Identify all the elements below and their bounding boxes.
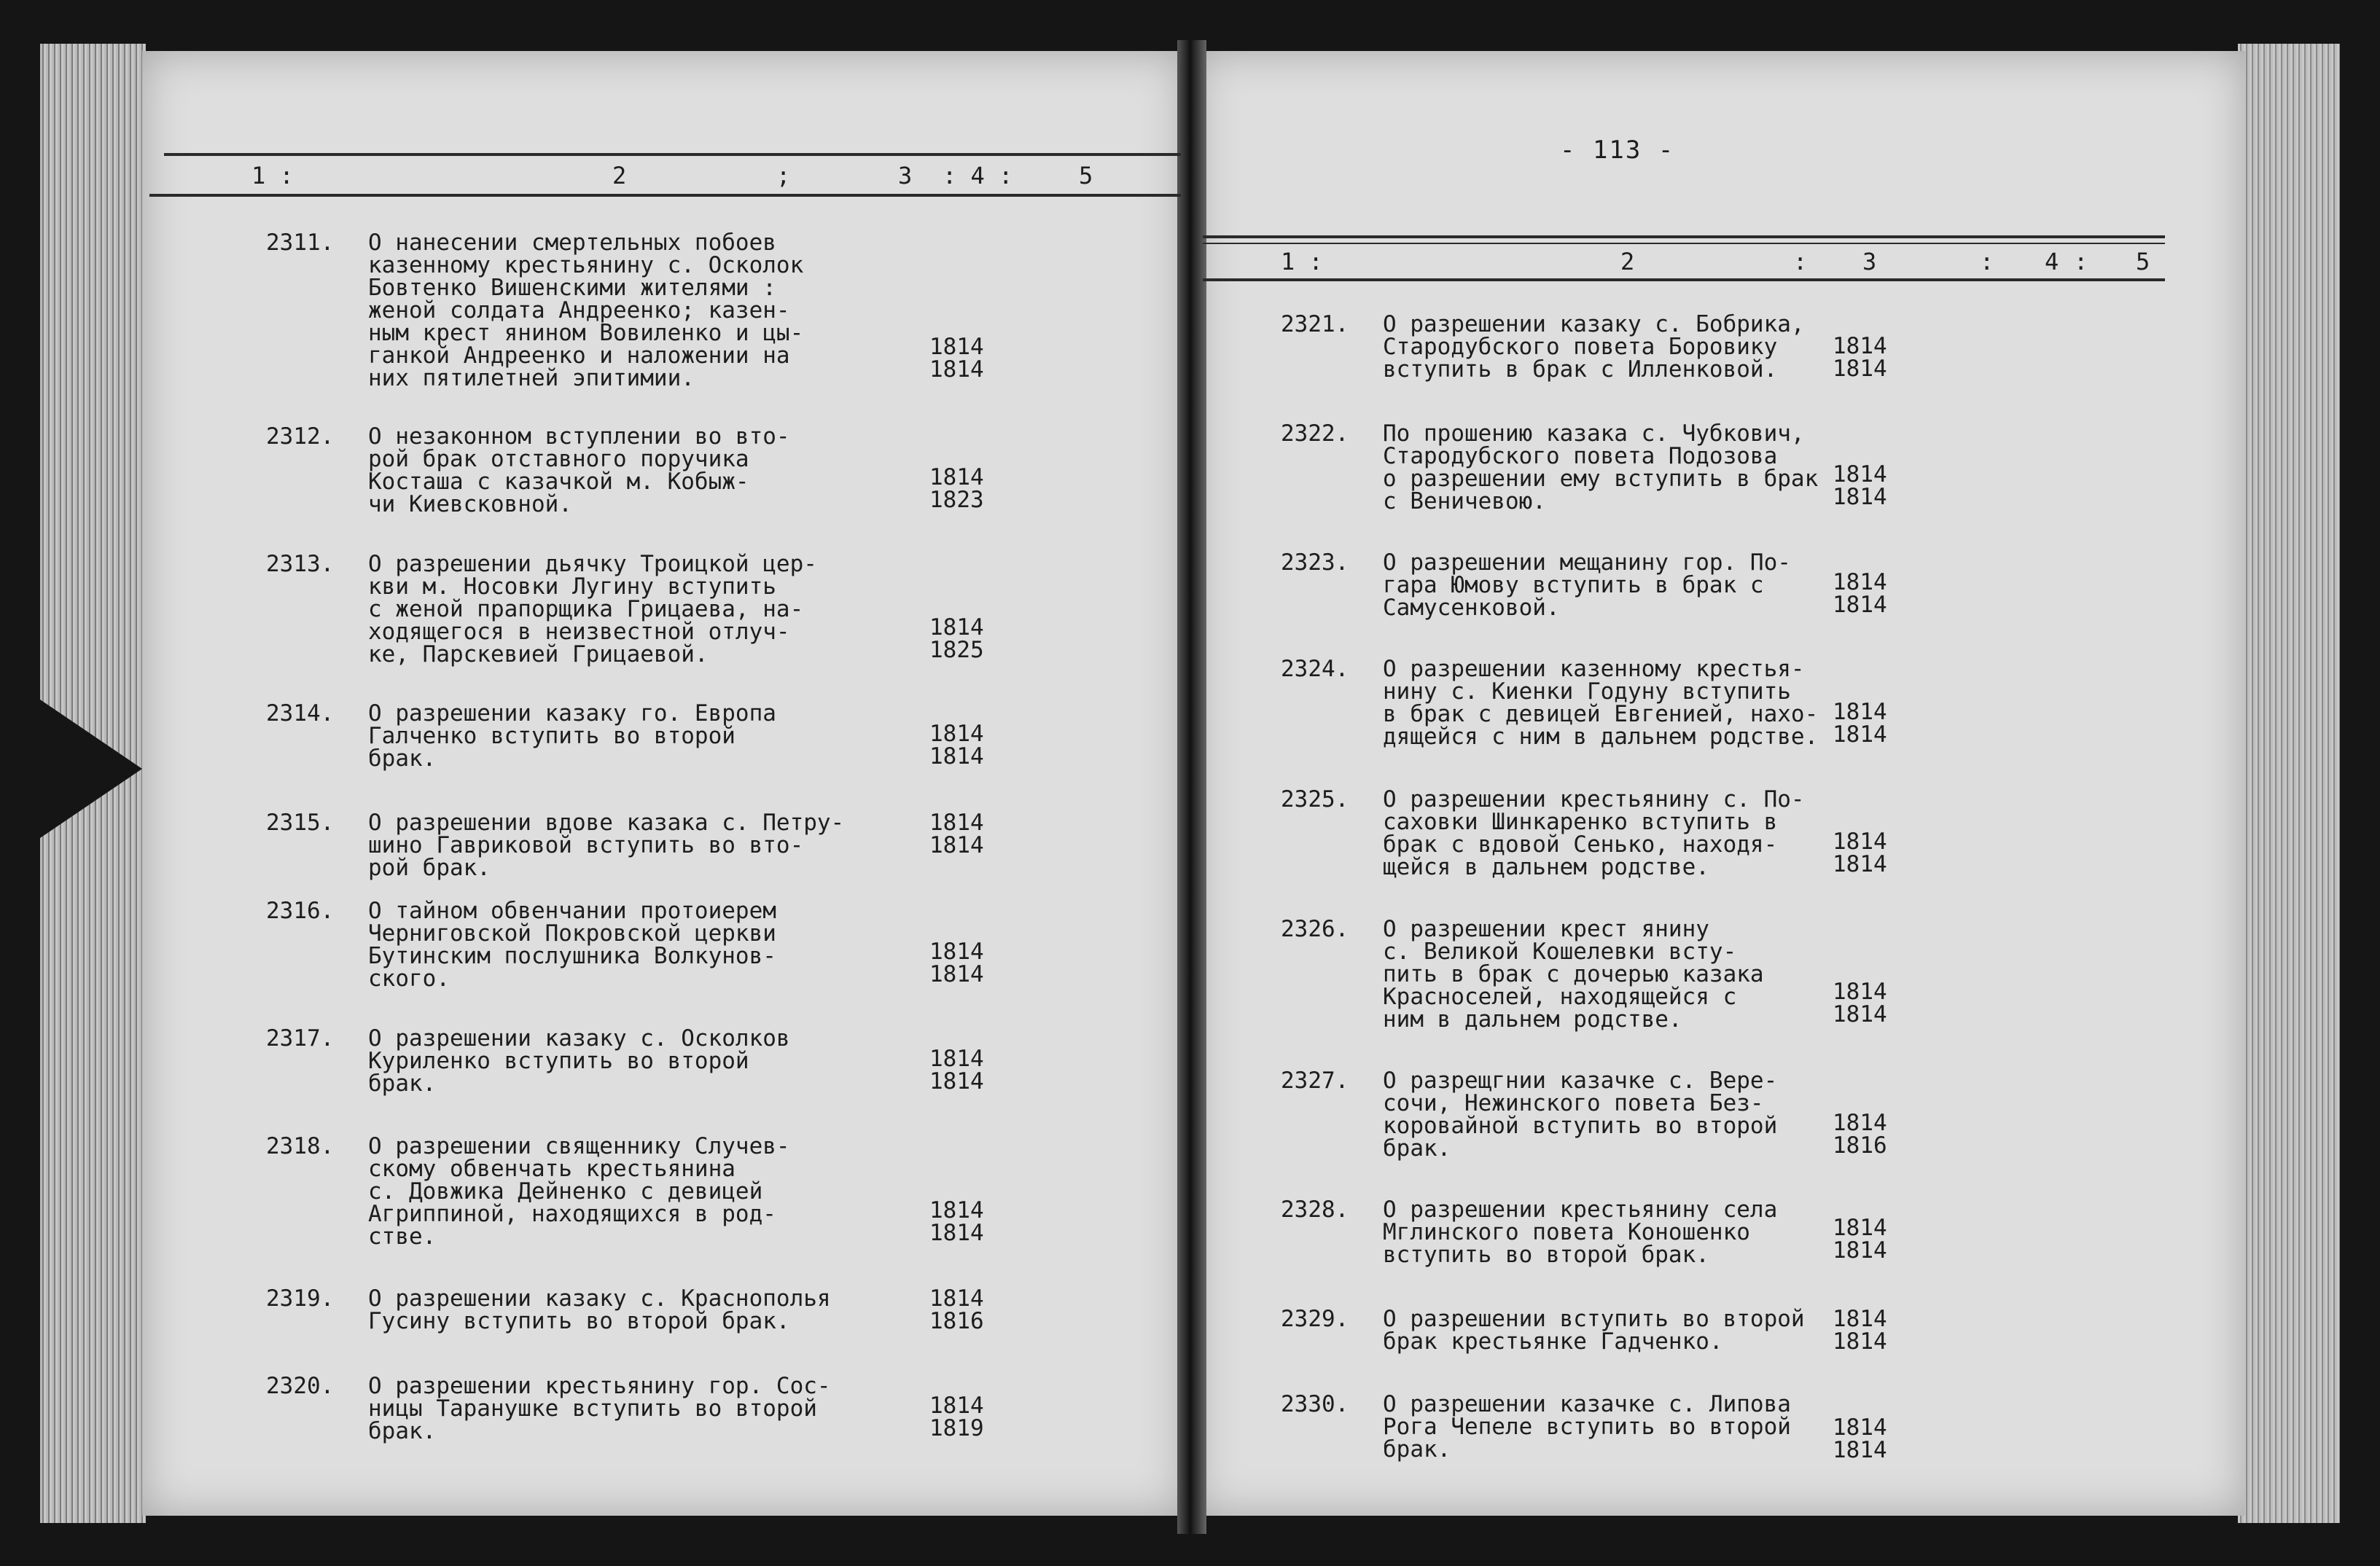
entry-number: 2328. — [1281, 1197, 1349, 1223]
entry-text: О разрешении крестьянину гор. Сос- ницы Таранушке вступить во второй брак. — [368, 1373, 831, 1444]
entry-number: 2326. — [1281, 916, 1349, 942]
entry-years: 1814 1814 — [1833, 829, 1887, 877]
entry-years: 1814 1814 — [1833, 1306, 1887, 1355]
entry-text: По прошению казака с. Чубкович, Стародубского повета Подозова о разрешении ему вступить в брак с Веничевою. — [1383, 420, 1819, 514]
entry-number: 2321. — [1281, 311, 1349, 337]
entry-text: О разрешении казаку с. Бобрика, Стародубского повета Боровику вступить в брак с Илленковой. — [1383, 311, 1805, 383]
right-header-col-2: 2 — [1620, 248, 1635, 275]
entry-text: О разрешении мещанину гор. По- гара Юмову вступить в брак с Самусенковой. — [1383, 549, 1791, 621]
entry-text: О разрешении дьячку Троицкой цер- кви м. Носовки Лугину вступить с женой прапорщика Грицаева, на- ходящегося в неизвестной отлуч- ке, Парскевией Грицаевой. — [368, 551, 817, 667]
right-header-col-1: 1 : — [1281, 248, 1323, 275]
entry-number: 2319. — [266, 1285, 335, 1312]
left-header-col-2-sep: ; — [776, 162, 791, 189]
left-header-rule-bottom — [149, 194, 1181, 197]
left-header-col-2: 2 — [612, 162, 627, 189]
left-header-col-3: 3 — [898, 162, 913, 189]
entry-number: 2315. — [266, 810, 335, 836]
entry-number: 2317. — [266, 1025, 335, 1052]
entry-years: 1814 1814 — [1833, 569, 1887, 618]
right-header-col-4: 4 — [2045, 248, 2059, 275]
entry-number: 2330. — [1281, 1391, 1349, 1417]
entry-number: 2316. — [266, 898, 335, 924]
entry-years: 1814 1814 — [1833, 461, 1887, 510]
entry-text: О разрешении вступить во второй брак крестьянке Гадченко. — [1383, 1306, 1805, 1355]
right-header-col-5: 5 — [2136, 248, 2150, 275]
entry-years: 1814 1814 — [1833, 979, 1887, 1027]
entry-number: 2311. — [266, 230, 335, 256]
entry-text: О разрешении казенному крестья- нину с. Киенки Годуну вступить в брак с девицей Евгенией, нахо- дящейся с ним в дальнем родстве. — [1383, 656, 1819, 750]
entry-number: 2323. — [1281, 549, 1349, 576]
entry-years: 1814 1819 — [929, 1393, 984, 1441]
entry-text: О разрешении крестьянину села Мглинского повета Коношенко вступить во второй брак. — [1383, 1197, 1778, 1268]
entry-number: 2327. — [1281, 1068, 1349, 1094]
left-header-col-4: : 4 : — [943, 162, 1013, 189]
left-header-rule-top — [164, 153, 1181, 156]
entry-text: О разрешении вдове казака с. Петру- шино Гавриковой вступить во вто- рой брак. — [368, 810, 845, 881]
entry-years: 1814 1823 — [929, 464, 984, 513]
left-header-col-5: 5 — [1079, 162, 1093, 189]
torn-page-corner — [40, 700, 142, 838]
entry-number: 2318. — [266, 1133, 335, 1159]
entry-text: О нанесении смертельных побоев казенному крестьянину с. Осколок Бовтенко Вишенскими жителями : женой солдата Андреенко; казен- ным крест янином Вовиленко и цы- ганкой Андреенко и наложении на них пятилетней эпитимии. — [368, 230, 804, 391]
entry-text: О разрешении казачке с. Липова Рога Чепеле вступить во второй брак. — [1383, 1391, 1791, 1463]
book-gutter — [1177, 40, 1206, 1534]
entry-number: 2312. — [266, 423, 335, 450]
entry-number: 2329. — [1281, 1306, 1349, 1332]
entry-years: 1814 1814 — [1833, 1215, 1887, 1264]
entry-number: 2320. — [266, 1373, 335, 1399]
entry-number: 2314. — [266, 700, 335, 727]
page-number: - 113 - — [1560, 136, 1675, 165]
entry-years: 1814 1816 — [929, 1285, 984, 1334]
entry-text: О разрешении казаку с. Осколков Куриленко вступить во второй брак. — [368, 1025, 790, 1097]
entry-years: 1814 1814 — [1833, 1414, 1887, 1463]
right-page-edges — [2238, 44, 2340, 1523]
entry-years: 1814 1814 — [1833, 699, 1887, 748]
entry-years: 1814 1814 — [1833, 333, 1887, 382]
right-header-col-3-sep: : — [1980, 248, 1994, 275]
right-header-col-4-sep: : — [2074, 248, 2088, 275]
right-header-rule-bottom — [1203, 278, 2165, 281]
entry-years: 1814 1814 — [929, 1197, 984, 1246]
entry-text: О незаконном вступлении во вто- рой брак отставного поручика Косташа с казачкой м. Кобыж- чи Киевсковной. — [368, 423, 790, 517]
entry-years: 1814 1814 — [929, 939, 984, 987]
entry-years: 1814 1814 — [929, 334, 984, 383]
entry-text: О разрешении крест янину с. Великой Кошелевки всту- пить в брак с дочерью казака Красноселей, находящейся с ним в дальнем родстве. — [1383, 916, 1764, 1033]
entry-years: 1814 1814 — [929, 1046, 984, 1095]
entry-number: 2313. — [266, 551, 335, 577]
right-header-col-3: 3 — [1862, 248, 1877, 275]
entry-number: 2325. — [1281, 786, 1349, 813]
entry-number: 2324. — [1281, 656, 1349, 682]
entry-years: 1814 1825 — [929, 614, 984, 663]
left-header-col-1: 1 : — [251, 162, 294, 189]
entry-years: 1814 1814 — [929, 721, 984, 770]
entry-text: О разрешении казаку го. Европа Галченко вступить во второй брак. — [368, 700, 776, 772]
entry-number: 2322. — [1281, 420, 1349, 447]
entry-text: О разрешении казаку с. Краснополья Гусину вступить во второй брак. — [368, 1285, 831, 1334]
entry-text: О разрещгнии казачке с. Вере- сочи, Нежинского повета Без- коровайной вступить во второй брак. — [1383, 1068, 1778, 1162]
right-header-rule-top — [1203, 235, 2165, 238]
entry-years: 1814 1814 — [929, 810, 984, 858]
entry-years: 1814 1816 — [1833, 1110, 1887, 1159]
entry-text: О тайном обвенчании протоиерем Черниговской Покровской церкви Бутинским послушника Волкунов- ского. — [368, 898, 776, 992]
entry-text: О разрешении крестьянину с. По- саховки Шинкаренко вступить в брак с вдовой Сенько, находя- щейся в дальнем родстве. — [1383, 786, 1805, 880]
right-header-col-2-sep: : — [1793, 248, 1808, 275]
entry-text: О разрешении священнику Случев- скому обвенчать крестьянина с. Довжика Дейненко с девицей Агриппиной, находящихся в род- стве. — [368, 1133, 790, 1250]
right-header-rule-top-2 — [1203, 243, 2165, 244]
